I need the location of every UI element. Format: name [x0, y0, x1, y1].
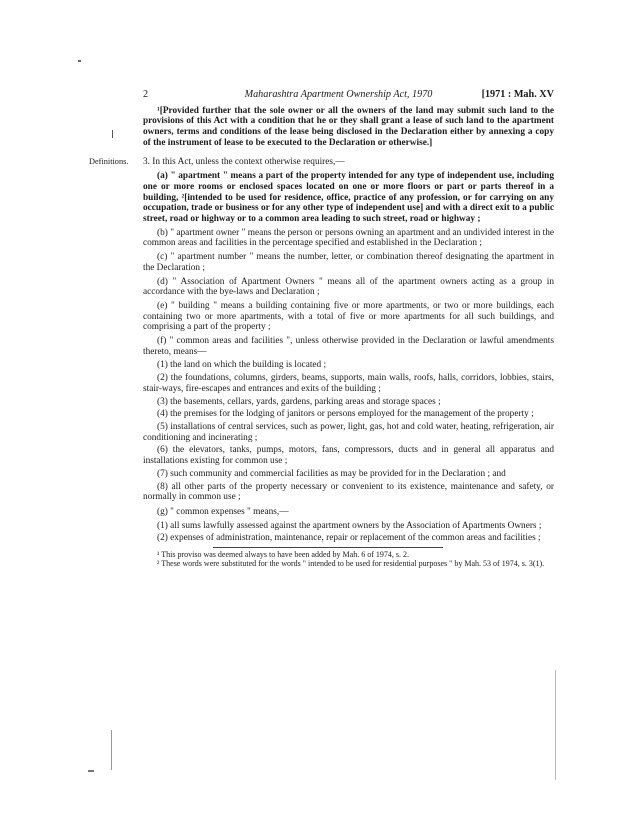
scan-mark: [88, 770, 94, 772]
footnote: ² These words were substituted for the words " intended to be used for residential purposes " by Mah. 53 of 1974, s. 3(1).: [157, 559, 545, 569]
margin-note: Definitions.: [89, 156, 129, 166]
definition-item: (a) " apartment " means a part of the property intended for any type of independent use, including one or more rooms or enclosed spaces located on one or more floors or part or parts thereof in a building, ²[intended to be used for residence, office, practice of any profession, or for carrying on any occupation, trade or business or for any other type of independent use] and with a direct exit to a public street, road or highway or to a common area leading to such street, road or highway ;: [143, 171, 554, 225]
scan-mark: [78, 60, 81, 62]
year-reference: [1971 : Mah. XV: [481, 89, 554, 100]
sub-item: (8) all other parts of the property necessary or convenient to its existence, maintenance and safety, or normally in common use ;: [143, 481, 554, 503]
sub-item: (5) installations of central services, such as power, light, gas, hot and cold water, heating, refrigeration, air conditioning and incinerating ;: [143, 421, 554, 443]
page-header: [143, 90, 554, 101]
definition-item: (e) " building " means a building containing five or more apartments, or two or more buildings, each containing two or more apartments, with a total of five or more apartments for all such buildings, and comprising a part of the property ;: [143, 300, 554, 333]
document-page: [89, 89, 554, 569]
footnote-divider: [213, 547, 443, 548]
definitions-section: [89, 156, 554, 168]
sub-item: (4) the premises for the lodging of janitors or persons employed for the management of the property ;: [157, 409, 534, 420]
act-title: Maharashtra Apartment Ownership Act, 1970: [244, 89, 433, 100]
sub-item: (1) all sums lawfully assessed against the apartment owners by the Association of Apartments Owners ;: [157, 520, 542, 531]
sub-item: (6) the elevators, tanks, pumps, motors, fans, compressors, ducts and in general all apparatus and installations existing for common use ;: [143, 445, 554, 467]
scan-edge: [111, 730, 112, 770]
proviso-paragraph: ¹[Provided further that the sole owner or all the owners of the land may submit such land to the provisions of this Act with a condition that he or they shall grant a lease of such land to the apartment owners, terms and conditions of the lease being disclosed in the Declaration either by annexing a copy of the instrument of lease to be executed to the Declaration or otherwise.]: [143, 105, 554, 148]
footnote: ¹ This proviso was deemed always to have been added by Mah. 6 of 1974, s. 2.: [157, 550, 409, 560]
scan-edge: [112, 130, 113, 138]
definition-item: (c) " apartment number " means the number, letter, or combination thereof designating the apartment in the Declaration ;: [143, 252, 554, 273]
sub-item: (2) the foundations, columns, girders, beams, supports, main walls, roofs, halls, corridors, lobbies, stairs, stair-ways, fire-escapes and entrances and exits of the building ;: [143, 373, 554, 394]
sub-item: (3) the basements, cellars, yards, gardens, parking areas and storage spaces ;: [157, 396, 441, 407]
sub-item: (7) such community and commercial facilities as may be provided for in the Declaration ; and: [157, 468, 506, 479]
definition-item: (g) " common expenses " means,—: [157, 506, 289, 517]
section-intro: 3. In this Act, unless the context otherwise requires,—: [143, 156, 345, 167]
sub-item: (1) the land on which the building is located ;: [157, 360, 327, 371]
scan-edge: [555, 670, 556, 780]
sub-item: (2) expenses of administration, maintenance, repair or replacement of the common areas and facilities ;: [157, 533, 541, 544]
definition-item: (d) " Association of Apartment Owners " means all of the apartment owners acting as a group in accordance with the bye-laws and Declaration ;: [143, 276, 554, 298]
definition-item: (f) " common areas and facilities ", unless otherwise provided in the Declaration or lawful amendments thereto, means—: [143, 336, 554, 357]
page-number: 2: [143, 89, 149, 100]
definition-item: (b) " apartment owner " means the person or persons owning an apartment and an undivided interest in the common areas and facilities in the percentage specified and established in the Declaration ;: [143, 227, 554, 249]
